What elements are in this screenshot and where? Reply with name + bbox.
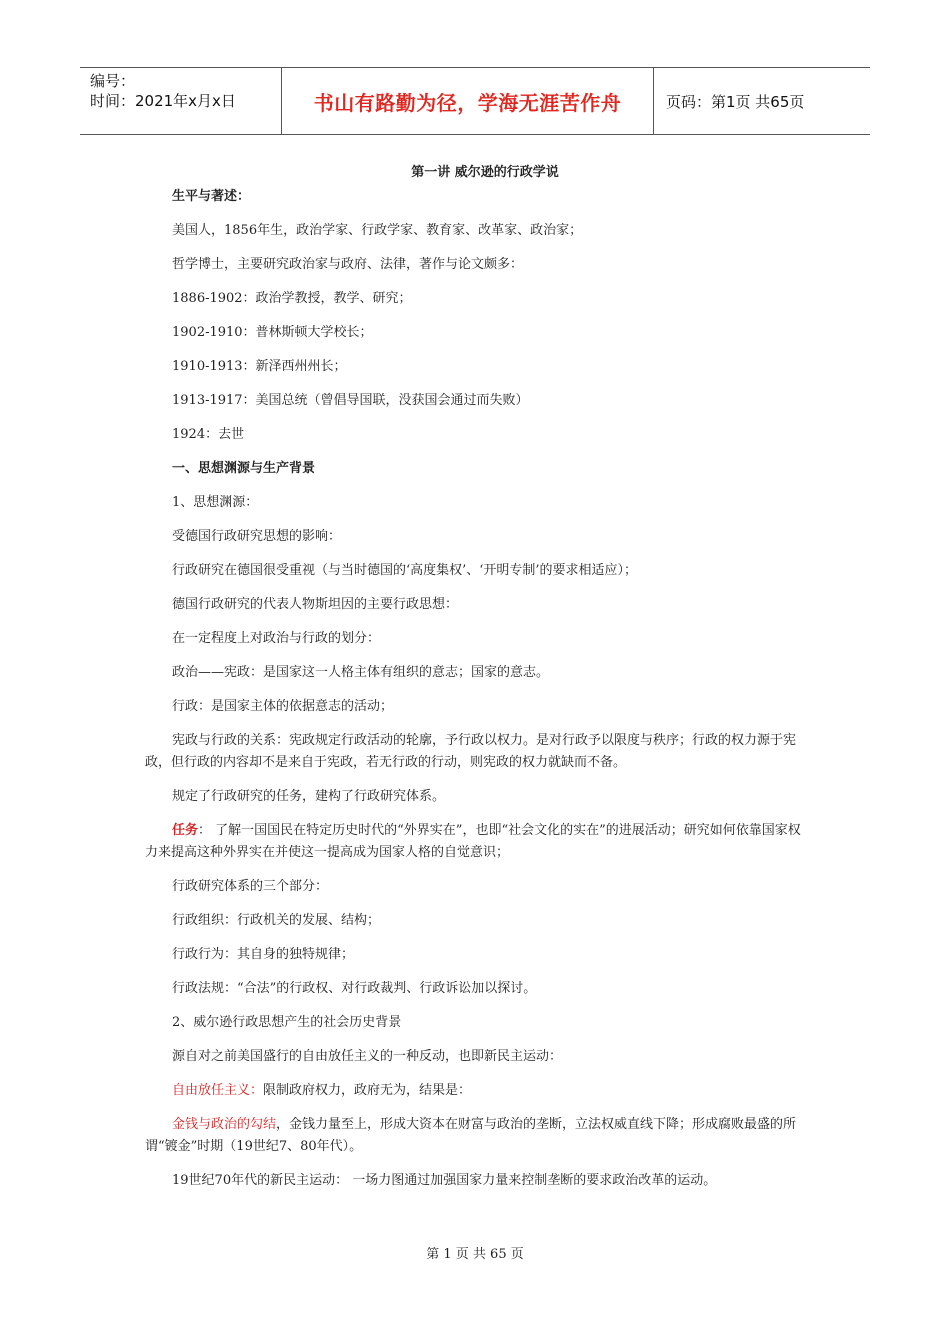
task-text: ： 了解一国国民在特定历史时代的“外界实在”，也即“社会文化的实在”的进展活动；研究如何依靠国家权力来提高这种外界实在并使这一提高成为国家人格的自觉意识；	[145, 823, 801, 860]
paragraph-new-democracy: 19世纪70年代的新民主运动： 一场力图通过加强国家力量来控制垄断的要求政治改革的运动。	[172, 1173, 717, 1188]
paragraph-system: 规定了行政研究的任务，建构了行政研究体系。	[172, 789, 446, 804]
paragraph: 行政：是国家主体的依据意志的活动；	[172, 699, 394, 714]
time-label: 时间：2021年x月x日	[90, 92, 236, 110]
paragraph: 2、威尔逊行政思想产生的社会历史背景	[172, 1015, 402, 1030]
paragraph: 行政行为：其自身的独特规律；	[172, 947, 355, 962]
bio-line: 1924：去世	[172, 427, 245, 442]
bio-heading: 生平与著述：	[172, 189, 251, 204]
number-label: 编号：	[90, 72, 136, 90]
paragraph-laissez-faire	[145, 1080, 805, 1102]
paragraph: 政治——宪政：是国家这一人格主体有组织的意志；国家的意志。	[172, 665, 550, 680]
header-meta	[80, 68, 281, 134]
laissez-text: 限制政府权力，政府无为，结果是：	[263, 1083, 472, 1098]
paragraph: 行政研究在德国很受重视（与当时德国的‘高度集权’、‘开明专制’的要求相适应）；	[172, 563, 638, 578]
paragraph: 源自对之前美国盛行的自由放任主义的一种反动，也即新民主运动：	[172, 1049, 563, 1064]
paragraph: 受德国行政研究思想的影响：	[172, 529, 342, 544]
bio-line: 1910-1913：新泽西州州长；	[172, 359, 347, 374]
paragraph: 行政法规：“合法”的行政权、对行政裁判、行政诉讼加以探讨。	[172, 981, 537, 996]
header-page-number: 页码：第1页 共65页	[666, 92, 805, 111]
page-header	[80, 67, 870, 135]
page-footer: 第 1 页 共 65 页	[426, 1247, 524, 1262]
paragraph-money-politics	[145, 1114, 805, 1158]
task-label: 任务	[172, 823, 199, 838]
bio-line: 1902-1910：普林斯顿大学校长；	[172, 325, 373, 340]
paragraph: 1、思想渊源：	[172, 495, 259, 510]
document-body	[145, 160, 805, 1204]
bio-line: 1913-1917：美国总统（曾倡导国联，没获国会通过而失败）	[172, 393, 529, 408]
money-text: ，金钱力量至上，形成大资本在财富与政治的垄断，立法权威直线下降；形成腐败最盛的所谓“镀金”时期（19世纪7、80年代）。	[145, 1117, 797, 1154]
paragraph: 行政研究体系的三个部分：	[172, 879, 329, 894]
bio-line: 哲学博士，主要研究政治家与政府、法律，著作与论文颇多：	[172, 257, 524, 272]
paragraph: 德国行政研究的代表人物斯坦因的主要行政思想：	[172, 597, 459, 612]
lecture-title: 第一讲 威尔逊的行政学说	[411, 165, 559, 180]
header-motto: 书山有路勤为径，学海无涯苦作舟	[281, 68, 654, 134]
paragraph: 在一定程度上对政治与行政的划分：	[172, 631, 381, 646]
paragraph: 行政组织：行政机关的发展、结构；	[172, 913, 381, 928]
paragraph-relation: 宪政与行政的关系：宪政规定行政活动的轮廓，予行政以权力。是对行政予以限度与秩序；行政的权力源于宪政，但行政的内容却不是来自于宪政，若无行政的行动，则宪政的权力就缺而不备。	[145, 733, 797, 770]
laissez-label: 自由放任主义：	[172, 1083, 264, 1098]
section-heading: 一、思想渊源与生产背景	[172, 461, 316, 476]
money-label: 金钱与政治的勾结	[172, 1117, 277, 1132]
bio-line: 美国人，1856年生，政治学家、行政学家、教育家、改革家、政治家；	[172, 223, 583, 238]
bio-line: 1886-1902：政治学教授，教学、研究；	[172, 291, 412, 306]
paragraph-task	[145, 820, 805, 864]
